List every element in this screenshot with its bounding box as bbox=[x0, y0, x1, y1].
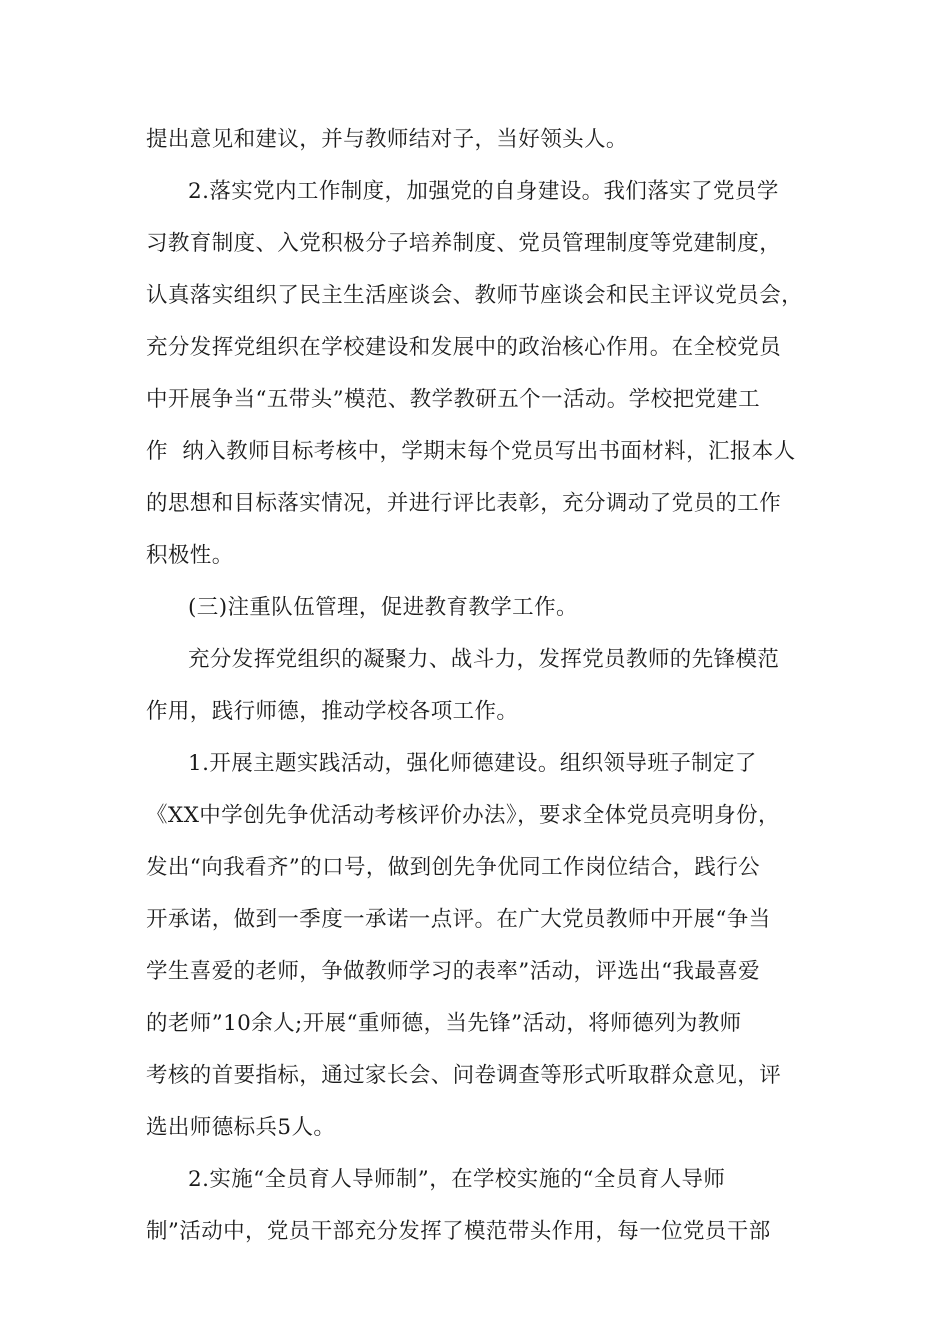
text-line: 1.开展主题实践活动，强化师德建设。组织领导班子制定了 bbox=[188, 751, 757, 776]
text-line: 选出师德标兵5人。 bbox=[146, 1115, 336, 1140]
text-line: 习教育制度、入党积极分子培养制度、党员管理制度等党建制度， bbox=[146, 231, 782, 256]
text-line: 充分发挥党组织在学校建设和发展中的政治核心作用。在全校党员 bbox=[146, 335, 782, 360]
text-line: 制”活动中，党员干部充分发挥了模范带头作用，每一位党员干部 bbox=[146, 1219, 771, 1244]
text-line: 作 纳入教师目标考核中，学期末每个党员写出书面材料，汇报本人 bbox=[146, 439, 796, 464]
text-line: 2.实施“全员育人导师制”，在学校实施的“全员育人导师 bbox=[188, 1167, 726, 1192]
text-line: 认真落实组织了民主生活座谈会、教师节座谈会和民主评议党员会， bbox=[146, 283, 804, 308]
text-line: 2.落实党内工作制度，加强党的自身建设。我们落实了党员学 bbox=[188, 179, 779, 204]
text-line: 发出“向我看齐”的口号，做到创先争优同工作岗位结合，践行公 bbox=[146, 855, 761, 880]
text-line: 充分发挥党组织的凝聚力、战斗力，发挥党员教师的先锋模范 bbox=[188, 647, 780, 672]
text-line: 开承诺，做到一季度一承诺一点评。在广大党员教师中开展“争当 bbox=[146, 907, 771, 932]
text-line: 《XX中学创先争优活动考核评价办法》，要求全体党员亮明身份， bbox=[146, 803, 780, 828]
section-heading: (三)注重队伍管理，促进教育教学工作。 bbox=[188, 595, 578, 620]
text-line: 学生喜爱的老师，争做教师学习的表率”活动，评选出“我最喜爱 bbox=[146, 959, 761, 984]
text-line: 提出意见和建议，并与教师结对子，当好领头人。 bbox=[146, 127, 628, 152]
text-line: 的老师”10余人;开展“重师德，当先锋”活动，将师德列为教师 bbox=[146, 1011, 742, 1036]
text-line: 中开展争当“五带头”模范、教学教研五个一活动。学校把党建工 bbox=[146, 387, 761, 412]
text-line: 考核的首要指标，通过家长会、问卷调查等形式听取群众意见，评 bbox=[146, 1063, 782, 1088]
text-line: 作用，践行师德，推动学校各项工作。 bbox=[146, 699, 519, 724]
text-line: 积极性。 bbox=[146, 543, 234, 568]
text-line: 的思想和目标落实情况，并进行评比表彰，充分调动了党员的工作 bbox=[146, 491, 782, 516]
